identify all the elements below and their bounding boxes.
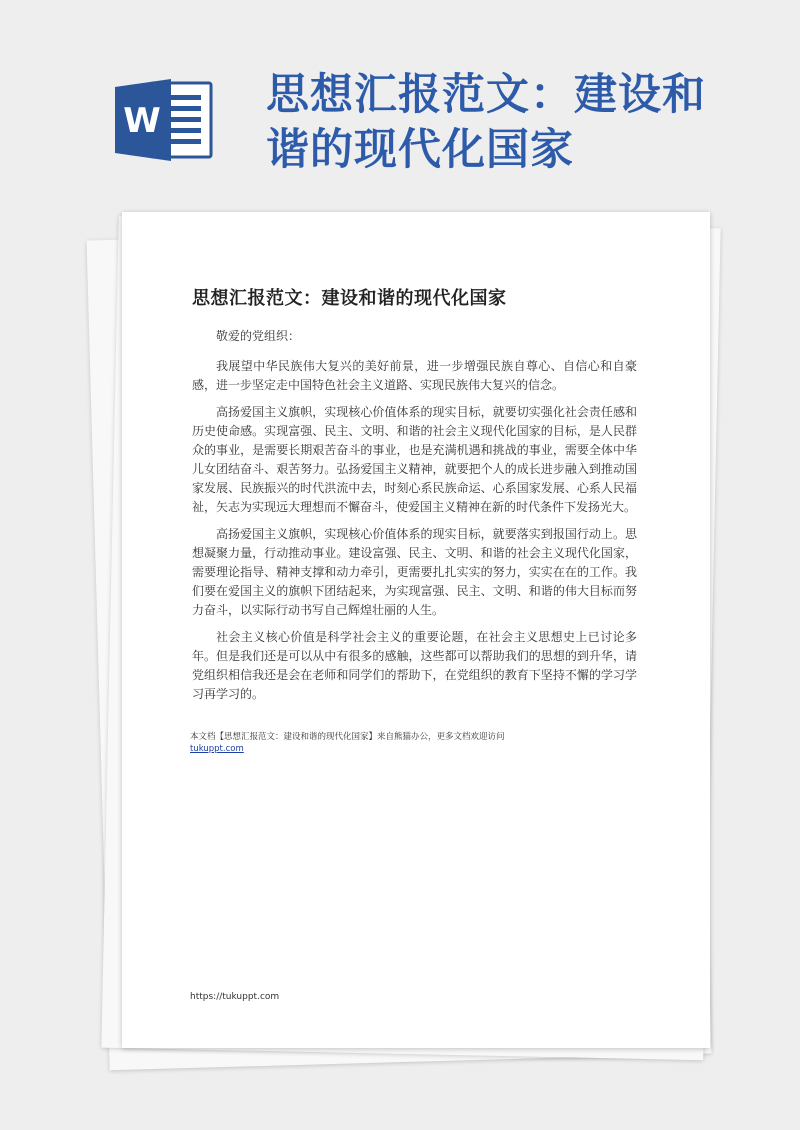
source-note [190,731,640,755]
logo-letter: W [123,101,161,141]
word-logo-icon [113,77,213,163]
paragraph-1: 我展望中华民族伟大复兴的美好前景，进一步增强民族自尊心、自信心和自豪感，进一步坚定走中国特色社会主义道路、实现民族伟大复兴的信念。 [192,359,637,392]
paragraph-3: 高扬爱国主义旗帜，实现核心价值体系的现实目标，就要落实到报国行动上。思想凝聚力量，行动推动事业。建设富强、民主、文明、和谐的社会主义现代化国家，需要理论指导、精神支撑和动力牵引，更需要扎扎实实的努力，实实在在的工作。我们要在爱国主义的旗帜下团结起来，为实现富强、民主、文明、和谐的伟大目标而努力奋斗，以实际行动书写自己辉煌壮丽的人生。 [192,527,637,617]
document-page [122,212,710,1048]
paragraph-2: 高扬爱国主义旗帜，实现核心价值体系的现实目标，就要切实强化社会责任感和历史使命感。实现富强、民主、文明、和谐的社会主义现代化国家的目标，是人民群众的事业，是需要长期艰苦奋斗的事业，也是充满机遇和挑战的事业，需要全体中华儿女团结奋斗、艰苦努力。弘扬爱国主义精神，就要把个人的成长进步融入到推动国家发展、民族振兴的时代洪流中去，时刻心系民族命运、心系国家发展、心系人民福祉，矢志为实现远大理想而不懈奋斗，使爱国主义精神在新的时代条件下发扬光大。 [192,405,637,514]
footer-url[interactable]: https://tukuppt.com [190,992,280,1002]
document-title: 思想汇报范文：建设和谐的现代化国家 [192,288,507,309]
header-title [266,68,766,178]
header-title-line1: 思想汇报范文：建设和 [266,70,706,120]
salutation: 敬爱的党组织： [216,329,301,343]
document-body [192,327,637,712]
source-link[interactable]: tukuppt.com [190,744,244,754]
paragraph-4: 社会主义核心价值是科学社会主义的重要论题，在社会主义思想史上已讨论多年。但是我们还是可以从中有很多的感触，这些都可以帮助我们的思想的到升华，请党组织相信我还是会在老师和同学们的帮助下，在党组织的教育下坚持不懈的学习学习再学习的。 [192,630,637,701]
source-note-text: 本文档【思想汇报范文：建设和谐的现代化国家】来自熊猫办公，更多文档欢迎访问 [190,732,505,742]
header-title-line2: 谐的现代化国家 [266,125,574,175]
